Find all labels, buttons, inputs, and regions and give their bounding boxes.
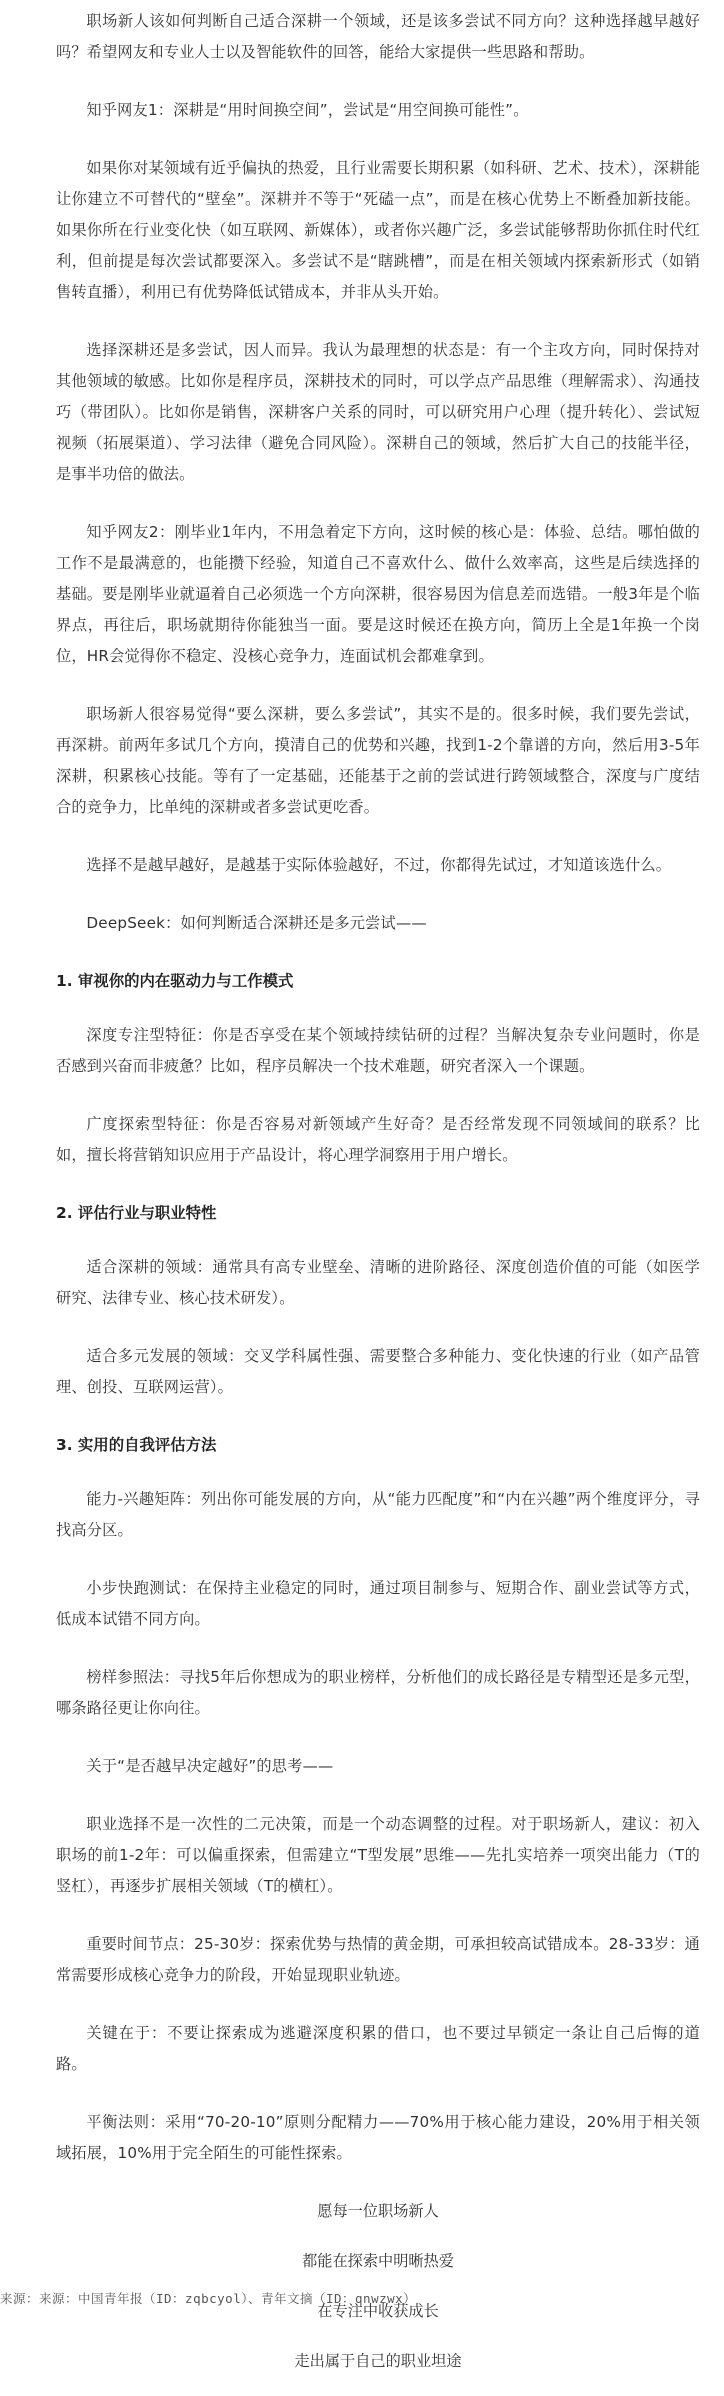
section-paragraph: 平衡法则：采用“70-20-10”原则分配精力——70%用于核心能力建设，20%用于相关领域拓展，10%用于完全陌生的可能性探索。	[56, 2113, 700, 2162]
closing-line: 走出属于自己的职业坦途	[294, 2352, 462, 2370]
deepseek-intro: DeepSeek：如何判断适合深耕还是多元尝试——	[86, 914, 427, 932]
section-paragraph: 榜样参照法：寻找5年后你想成为的职业榜样，分析他们的成长路径是专精型还是多元型，哪条路径更让你向往。	[56, 1668, 700, 1717]
zhihu-user-2-paragraph: 知乎网友2：刚毕业1年内，不用急着定下方向，这时候的核心是：体验、总结。哪怕做的工作不是最满意的，也能攒下经验，知道自己不喜欢什么、做什么效率高，这些是后续选择的基础。要是刚毕业就逼着自己必须选一个方向深耕，很容易因为信息差而选错。一般3年是个临界点，再往后，职场就期待你能独当一面。要是这时候还在换方向，简历上全是1年换一个岗位，HR会觉得你不稳定、没核心竞争力，连面试机会都难拿到。	[56, 523, 700, 665]
section-paragraph: 重要时间节点：25-30岁：探索优势与热情的黄金期，可承担较高试错成本。28-33岁：通常需要形成核心竞争力的阶段，开始显现职业轨迹。	[56, 1935, 700, 1984]
intro-paragraph: 职场新人该如何判断自己适合深耕一个领域，还是该多尝试不同方向？这种选择越早越好吗？希望网友和专业人士以及智能软件的回答，能给大家提供一些思路和帮助。	[56, 12, 700, 61]
closing-line: 愿每一位职场新人	[317, 2202, 439, 2220]
section-heading: 1. 审视你的内在驱动力与工作模式	[56, 972, 294, 990]
section-paragraph: 能力-兴趣矩阵：列出你可能发展的方向，从“能力匹配度”和“内在兴趣”两个维度评分，寻找高分区。	[56, 1490, 700, 1539]
zhihu-user-1-paragraph: 如果你对某领域有近乎偏执的热爱，且行业需要长期积累（如科研、艺术、技术），深耕能让你建立不可替代的“壁垒”。深耕并不等于“死磕一点”，而是在核心优势上不断叠加新技能。如果你所在行业变化快（如互联网、新媒体），或者你兴趣广泛，多尝试能够帮助你抓住时代红利，但前提是每次尝试都要深入。多尝试不是“瞎跳槽”，而是在相关领域内探索新形式（如销售转直播），利用已有优势降低试错成本，并非从头开始。	[56, 159, 700, 301]
article-body	[56, 6, 700, 2396]
section-heading: 3. 实用的自我评估方法	[56, 1436, 217, 1454]
section-paragraph: 深度专注型特征：你是否享受在某个领域持续钻研的过程？当解决复杂专业问题时，你是否感到兴奋而非疲惫？比如，程序员解决一个技术难题，研究者深入一个课题。	[56, 1026, 700, 1075]
zhihu-user-1-paragraph: 选择深耕还是多尝试，因人而异。我认为最理想的状态是：有一个主攻方向，同时保持对其他领域的敏感。比如你是程序员，深耕技术的同时，可以学点产品思维（理解需求）、沟通技巧（带团队）。比如你是销售，深耕客户关系的同时，可以研究用户心理（提升转化）、尝试短视频（拓展渠道）、学习法律（避免合同风险）。深耕自己的领域，然后扩大自己的技能半径，是事半功倍的做法。	[56, 341, 700, 483]
section-paragraph: 广度探索型特征：你是否容易对新领域产生好奇？是否经常发现不同领域间的联系？比如，擅长将营销知识应用于产品设计，将心理学洞察用于用户增长。	[56, 1115, 700, 1164]
section-paragraph: 职业选择不是一次性的二元决策，而是一个动态调整的过程。对于职场新人，建议：初入职场的前1-2年：可以偏重探索，但需建立“T型发展”思维——先扎实培养一项突出能力（T的竖杠），再逐步扩展相关领域（T的横杠）。	[56, 1815, 700, 1895]
closing-line: 都能在探索中明晰热爱	[302, 2252, 454, 2270]
zhihu-user-1-summary: 知乎网友1：深耕是“用时间换空间”，尝试是“用空间换可能性”。	[86, 101, 529, 119]
section-paragraph: 适合深耕的领域：通常具有高专业壁垒、清晰的进阶路径、深度创造价值的可能（如医学研究、法律专业、核心技术研发）。	[56, 1258, 700, 1307]
section-paragraph: 关键在于：不要让探索成为逃避深度积累的借口，也不要过早锁定一条让自己后悔的道路。	[56, 2024, 700, 2073]
zhihu-user-2-paragraph: 职场新人很容易觉得“要么深耕，要么多尝试”，其实不是的。很多时候，我们要先尝试，再深耕。前两年多试几个方向，摸清自己的优势和兴趣，找到1-2个靠谱的方向，然后用3-5年深耕，积累核心技能。等有了一定基础，还能基于之前的尝试进行跨领域整合，深度与广度结合的竞争力，比单纯的深耕或者多尝试更吃香。	[56, 705, 700, 816]
closing-line: 在专注中收获成长	[317, 2302, 439, 2320]
closing-verse	[56, 2196, 700, 2377]
section-heading: 2. 评估行业与职业特性	[56, 1204, 217, 1222]
zhihu-user-2-conclusion: 选择不是越早越好，是越基于实际体验越好，不过，你都得先试过，才知道该选什么。	[86, 856, 672, 874]
section-paragraph: 适合多元发展的领域：交叉学科属性强、需要整合多种能力、变化快速的行业（如产品管理、创投、互联网运营）。	[56, 1347, 700, 1396]
section-paragraph: 关于“是否越早决定越好”的思考——	[86, 1757, 334, 1775]
source-credit: 来源：来源：中国青年报（ID：zqbcyol）、青年文摘（ID：qnwzwx）	[0, 2291, 417, 2306]
section-paragraph: 小步快跑测试：在保持主业稳定的同时，通过项目制参与、短期合作、副业尝试等方式，低成本试错不同方向。	[56, 1579, 700, 1628]
